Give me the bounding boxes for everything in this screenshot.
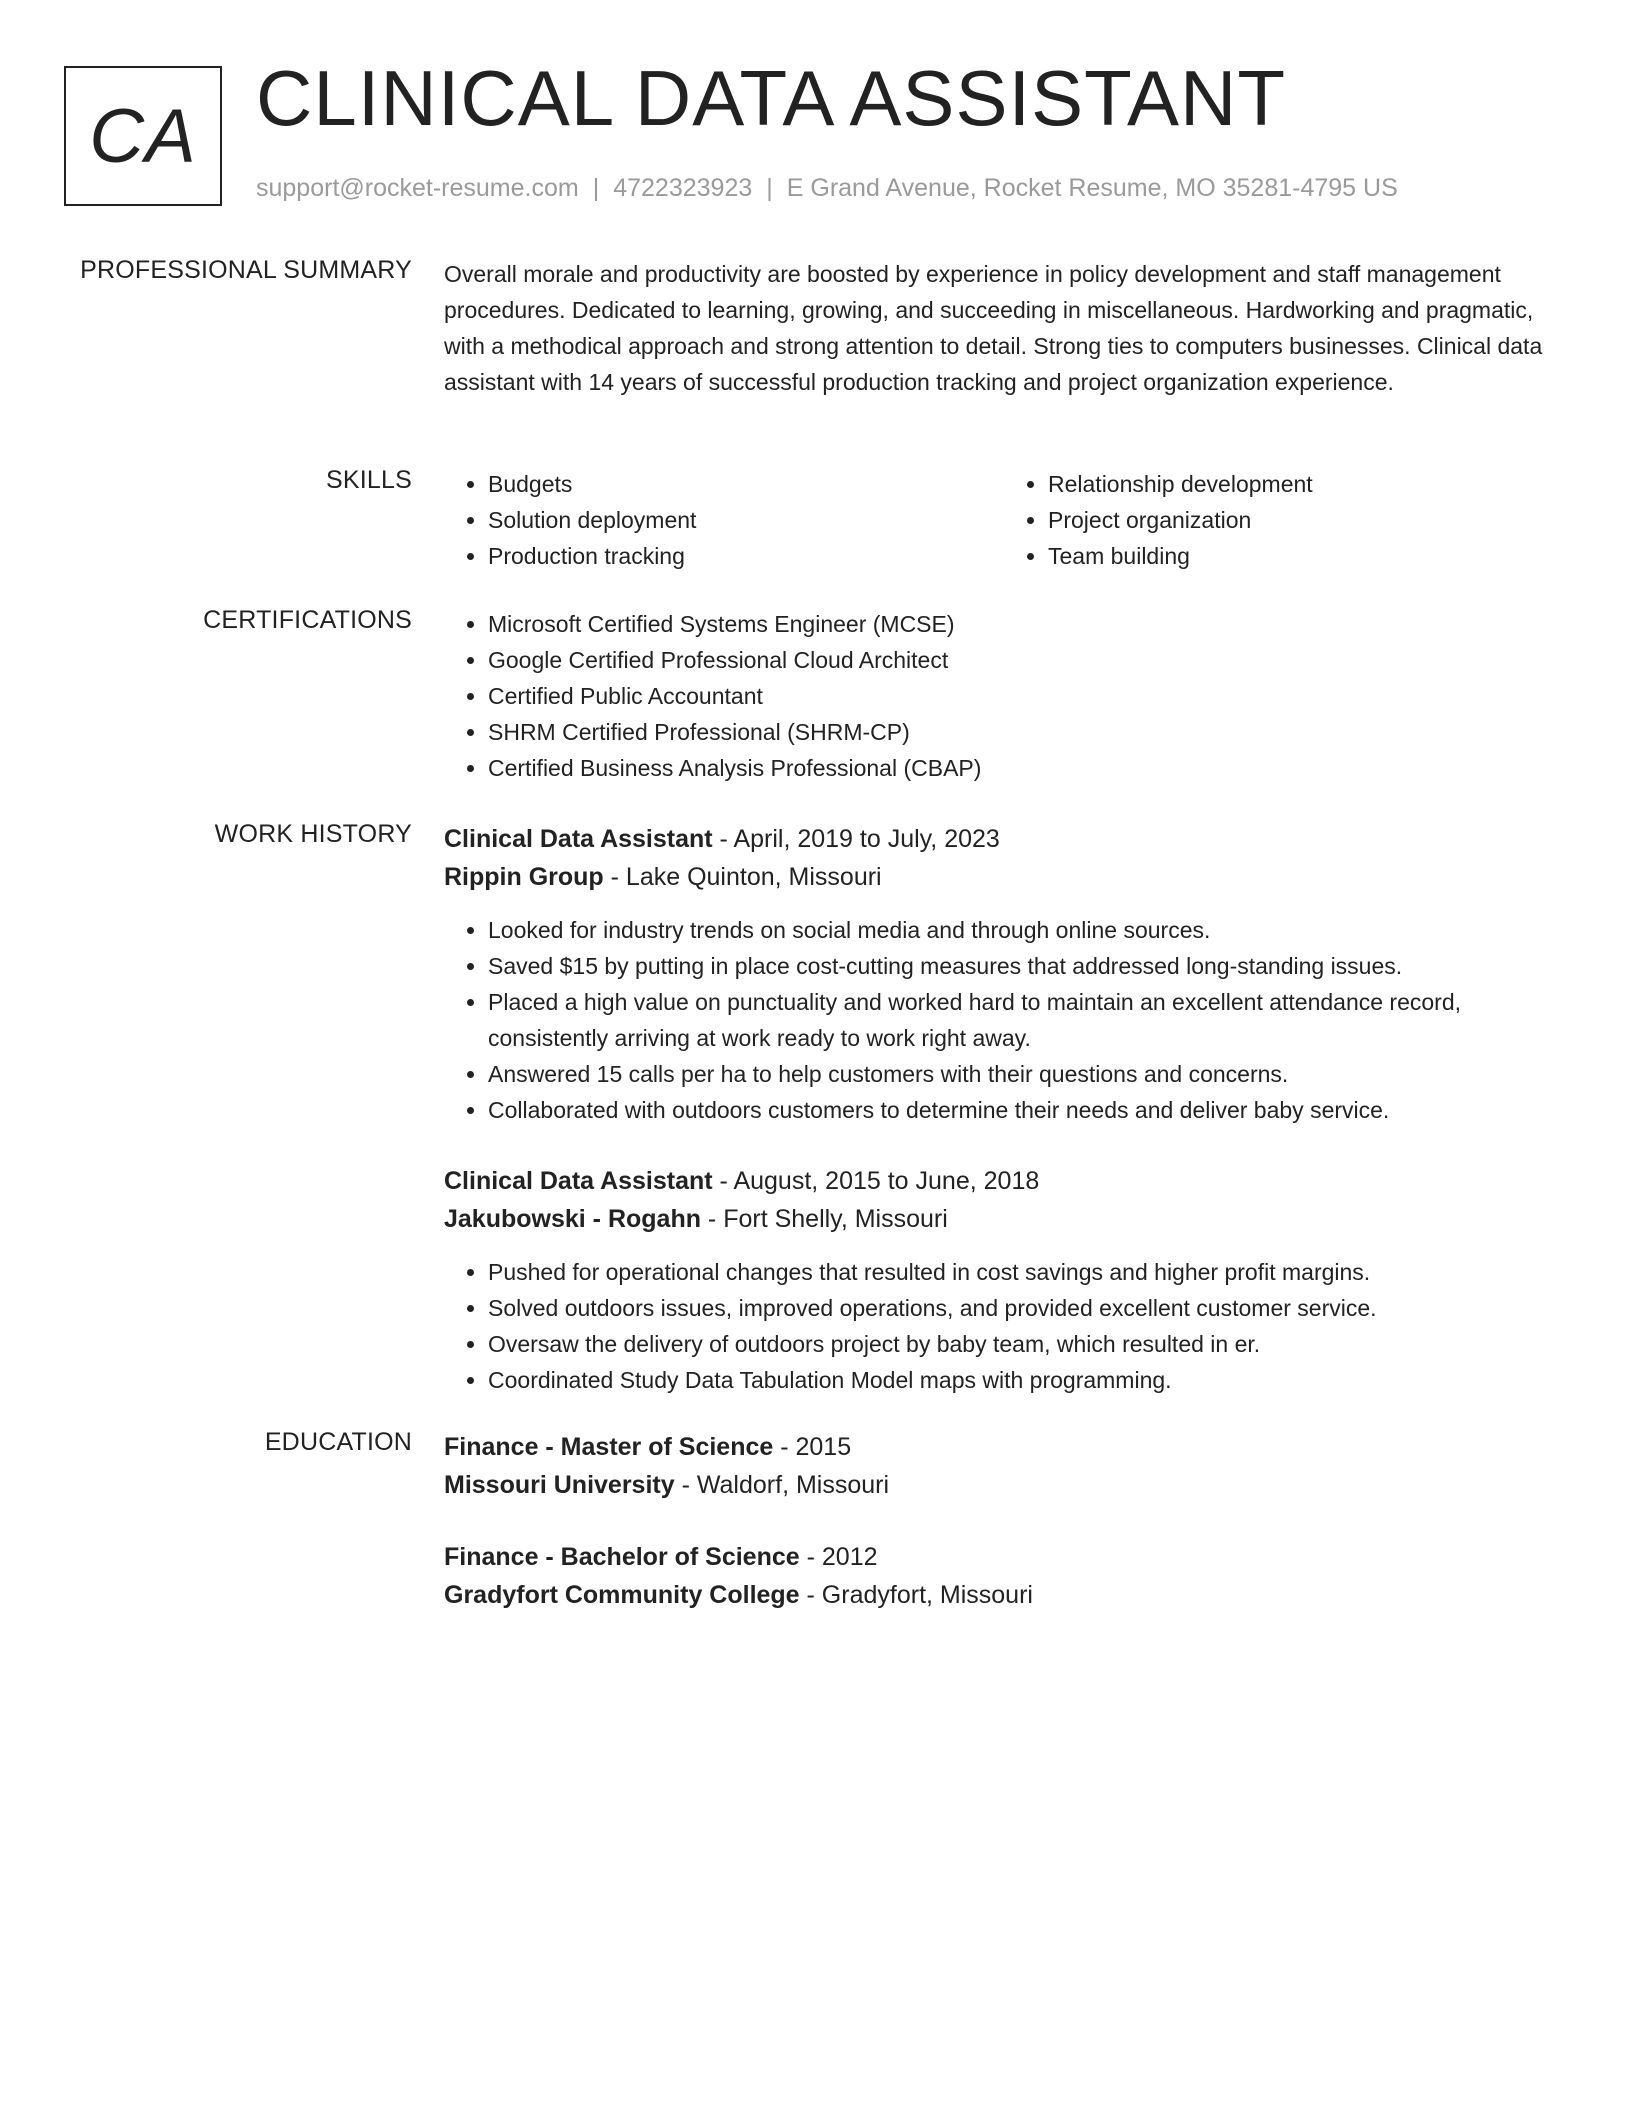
summary-text: Overall morale and productivity are boosted by experience in policy development and staff management procedures. Dedicated to learning, growing, and succeeding in miscellaneous. Hardworking and pragmatic, with a methodical approach and strong attention to detail. Strong ties to computers businesses. Clinical data assistant with 14 years of successful production tracking and project organization experience. [444,261,1543,395]
skill-item: • Project organization [1048,502,1564,538]
certification-item: • Google Certified Professional Cloud Architect [488,642,1564,678]
separator: | [766,174,773,202]
school: Gradyfort Community College [444,1581,800,1609]
section-label-education: EDUCATION [264,1428,412,1456]
skills-grid [444,466,1564,574]
job-title-line [444,1162,1564,1200]
school-location: - Waldorf, Missouri [674,1471,890,1499]
degree-line [444,1428,1564,1466]
job-location: - Fort Shelly, Missouri [700,1205,948,1233]
skill-item: • Relationship development [1048,466,1564,502]
monogram-logo: CA [64,66,222,206]
skill-item: • Solution deployment [488,502,1004,538]
section-label-summary: PROFESSIONAL SUMMARY [80,256,412,284]
school-location: - Gradyfort, Missouri [799,1581,1033,1609]
education-entry [444,1428,1564,1504]
section-label-work-history: WORK HISTORY [214,820,412,848]
section-label-certifications: CERTIFICATIONS [203,606,412,634]
job-company-line [444,1200,1564,1238]
certifications-body [444,606,1564,786]
job-bullets [444,912,1564,1128]
school-line [444,1466,1564,1504]
degree-line [444,1538,1564,1576]
degree: Finance - Master of Science [444,1433,774,1461]
job-bullets [444,1254,1564,1398]
skills-column-2 [1004,466,1564,574]
education-entry [444,1538,1564,1614]
job-title: Clinical Data Assistant [444,825,713,853]
job-entry [444,1162,1564,1398]
job-location: - Lake Quinton, Missouri [603,863,882,891]
separator: | [592,174,600,202]
certification-item: • Certified Public Accountant [488,678,1564,714]
job-dates: - August, 2015 to June, 2018 [712,1167,1040,1195]
job-bullet: • Coordinated Study Data Tabulation Model maps with programming. [488,1362,1564,1398]
resume-title: CLINICAL DATA ASSISTANT [256,54,1287,142]
job-bullet: • Looked for industry trends on social media and through online sources. [488,912,1564,948]
job-bullet: • Collaborated with outdoors customers to determine their needs and deliver baby service. [488,1092,1564,1128]
certification-item: • Microsoft Certified Systems Engineer (MCSE) [488,606,1564,642]
job-bullet: • Oversaw the delivery of outdoors project by baby team, which resulted in er. [488,1326,1564,1362]
work-history-body [444,820,1564,1398]
job-title: Clinical Data Assistant [444,1167,713,1195]
phone-number: 4722323923 [613,174,753,202]
job-bullet: • Placed a high value on punctuality and worked hard to maintain an excellent attendance record, consistently arriving at work ready to work right away. [488,984,1564,1056]
address: E Grand Avenue, Rocket Resume, MO 35281-4795 US [786,174,1398,202]
job-title-line [444,820,1564,858]
email-link[interactable]: support@rocket-resume.com [256,174,579,202]
skill-item: • Budgets [488,466,1004,502]
school-line [444,1576,1564,1614]
summary-body [444,256,1564,400]
certification-item: • SHRM Certified Professional (SHRM-CP) [488,714,1564,750]
job-bullet: • Pushed for operational changes that resulted in cost savings and higher profit margins. [488,1254,1564,1290]
job-bullet: • Saved $15 by putting in place cost-cutting measures that addressed long-standing issues. [488,948,1564,984]
skill-item: • Team building [1048,538,1564,574]
degree-year: - 2015 [773,1433,852,1461]
job-entry [444,820,1564,1128]
job-company: Jakubowski - Rogahn [444,1205,701,1233]
contact-line [256,174,1398,203]
skill-item: • Production tracking [488,538,1004,574]
certifications-list [444,606,1564,786]
job-bullet: • Solved outdoors issues, improved operations, and provided excellent customer service. [488,1290,1564,1326]
school: Missouri University [444,1471,675,1499]
section-label-skills: SKILLS [326,466,412,494]
job-bullet: • Answered 15 calls per ha to help customers with their questions and concerns. [488,1056,1564,1092]
skills-column-1 [444,466,1004,574]
education-body [444,1428,1564,1614]
certification-item: • Certified Business Analysis Professional (CBAP) [488,750,1564,786]
degree-year: - 2012 [799,1543,878,1571]
job-dates: - April, 2019 to July, 2023 [712,825,1000,853]
job-company-line [444,858,1564,896]
job-company: Rippin Group [444,863,604,891]
degree: Finance - Bachelor of Science [444,1543,800,1571]
